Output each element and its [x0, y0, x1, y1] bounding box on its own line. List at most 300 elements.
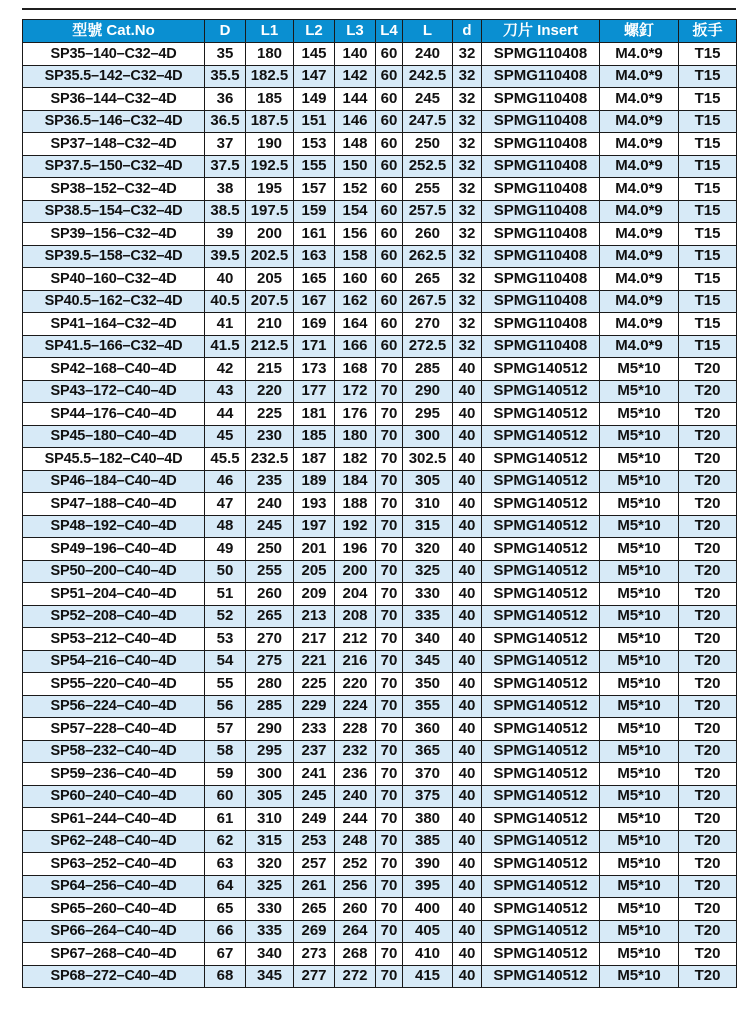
cell-insert: SPMG110408 [482, 201, 600, 224]
cell-l3: 148 [335, 133, 376, 156]
table-row [23, 966, 737, 989]
cell-small-d: 40 [453, 831, 482, 854]
col-header-insert: 刀片 Insert [482, 20, 600, 43]
cell-d: 62 [205, 831, 246, 854]
cell-screw: M5*10 [600, 876, 679, 899]
cell-l3: 244 [335, 808, 376, 831]
cell-small-d: 32 [453, 336, 482, 359]
cell-d: 35.5 [205, 66, 246, 89]
cell-screw: M5*10 [600, 403, 679, 426]
cell-wrench: T20 [679, 831, 737, 854]
cell-wrench: T15 [679, 223, 737, 246]
cell-small-d: 40 [453, 561, 482, 584]
cell-l2: 155 [294, 156, 335, 179]
cell-l2: 213 [294, 606, 335, 629]
table-row [23, 741, 737, 764]
cell-l2: 273 [294, 943, 335, 966]
cell-screw: M5*10 [600, 538, 679, 561]
cell-wrench: T20 [679, 673, 737, 696]
cell-d: 37 [205, 133, 246, 156]
cell-wrench: T15 [679, 268, 737, 291]
cell-l: 295 [403, 403, 453, 426]
table-row [23, 538, 737, 561]
cell-l4: 70 [376, 426, 403, 449]
cell-cat-no: SP38–152–C32–4D [23, 178, 205, 201]
cell-l2: 249 [294, 808, 335, 831]
cell-d: 40.5 [205, 291, 246, 314]
cell-l2: 167 [294, 291, 335, 314]
cell-l3: 228 [335, 718, 376, 741]
cell-l: 257.5 [403, 201, 453, 224]
cell-l3: 232 [335, 741, 376, 764]
cell-l: 320 [403, 538, 453, 561]
cell-l4: 60 [376, 88, 403, 111]
cell-l1: 185 [246, 88, 294, 111]
cell-l3: 182 [335, 448, 376, 471]
cell-l4: 70 [376, 651, 403, 674]
cell-l3: 156 [335, 223, 376, 246]
table-row [23, 156, 737, 179]
cell-l2: 269 [294, 921, 335, 944]
cell-cat-no: SP64–256–C40–4D [23, 876, 205, 899]
cell-l3: 236 [335, 763, 376, 786]
cell-l3: 184 [335, 471, 376, 494]
cell-l1: 225 [246, 403, 294, 426]
cell-l2: 151 [294, 111, 335, 134]
cell-insert: SPMG110408 [482, 43, 600, 66]
cell-insert: SPMG140512 [482, 516, 600, 539]
table-row [23, 718, 737, 741]
cell-l3: 158 [335, 246, 376, 269]
cell-wrench: T20 [679, 426, 737, 449]
cell-screw: M5*10 [600, 898, 679, 921]
cell-insert: SPMG110408 [482, 133, 600, 156]
cell-wrench: T15 [679, 201, 737, 224]
cell-wrench: T20 [679, 763, 737, 786]
cell-small-d: 32 [453, 223, 482, 246]
cell-insert: SPMG110408 [482, 246, 600, 269]
cell-l4: 70 [376, 583, 403, 606]
cell-l3: 166 [335, 336, 376, 359]
cell-cat-no: SP39–156–C32–4D [23, 223, 205, 246]
table-row [23, 516, 737, 539]
cell-l1: 202.5 [246, 246, 294, 269]
cell-cat-no: SP35.5–142–C32–4D [23, 66, 205, 89]
cell-l4: 60 [376, 291, 403, 314]
table-row [23, 358, 737, 381]
cell-d: 38.5 [205, 201, 246, 224]
cell-l3: 188 [335, 493, 376, 516]
table-row [23, 808, 737, 831]
cell-l3: 204 [335, 583, 376, 606]
table-row [23, 471, 737, 494]
cell-l: 350 [403, 673, 453, 696]
table-row [23, 246, 737, 269]
cell-l: 330 [403, 583, 453, 606]
cell-wrench: T20 [679, 403, 737, 426]
cell-l3: 180 [335, 426, 376, 449]
cell-l: 270 [403, 313, 453, 336]
cell-d: 44 [205, 403, 246, 426]
cell-screw: M4.0*9 [600, 291, 679, 314]
cell-screw: M4.0*9 [600, 268, 679, 291]
cell-l3: 162 [335, 291, 376, 314]
cell-insert: SPMG140512 [482, 673, 600, 696]
cell-l1: 232.5 [246, 448, 294, 471]
cell-d: 65 [205, 898, 246, 921]
table-row [23, 943, 737, 966]
cell-d: 54 [205, 651, 246, 674]
cell-l1: 320 [246, 853, 294, 876]
cell-cat-no: SP47–188–C40–4D [23, 493, 205, 516]
cell-insert: SPMG140512 [482, 921, 600, 944]
cell-l1: 187.5 [246, 111, 294, 134]
cell-l1: 330 [246, 898, 294, 921]
cell-l3: 176 [335, 403, 376, 426]
cell-l2: 221 [294, 651, 335, 674]
cell-l4: 70 [376, 403, 403, 426]
cell-insert: SPMG110408 [482, 156, 600, 179]
cell-d: 40 [205, 268, 246, 291]
cell-d: 58 [205, 741, 246, 764]
cell-small-d: 40 [453, 786, 482, 809]
cell-insert: SPMG110408 [482, 66, 600, 89]
table-row [23, 133, 737, 156]
cell-l2: 189 [294, 471, 335, 494]
cell-screw: M5*10 [600, 381, 679, 404]
cell-l1: 190 [246, 133, 294, 156]
cell-small-d: 32 [453, 111, 482, 134]
cell-l: 242.5 [403, 66, 453, 89]
cell-d: 39 [205, 223, 246, 246]
cell-l3: 150 [335, 156, 376, 179]
col-header-screw: 螺釘 [600, 20, 679, 43]
cell-screw: M5*10 [600, 358, 679, 381]
cell-l: 395 [403, 876, 453, 899]
cell-l4: 70 [376, 471, 403, 494]
table-row [23, 66, 737, 89]
cell-l3: 142 [335, 66, 376, 89]
cell-wrench: T15 [679, 178, 737, 201]
cell-l: 405 [403, 921, 453, 944]
cell-insert: SPMG110408 [482, 291, 600, 314]
cell-l4: 70 [376, 358, 403, 381]
cell-l4: 60 [376, 336, 403, 359]
cell-l1: 270 [246, 628, 294, 651]
cell-small-d: 40 [453, 808, 482, 831]
cell-screw: M5*10 [600, 943, 679, 966]
cell-l3: 224 [335, 696, 376, 719]
cell-l1: 200 [246, 223, 294, 246]
cell-l4: 60 [376, 111, 403, 134]
cell-cat-no: SP59–236–C40–4D [23, 763, 205, 786]
cell-small-d: 40 [453, 943, 482, 966]
cell-l3: 264 [335, 921, 376, 944]
cell-l4: 60 [376, 178, 403, 201]
col-header-small-d: d [453, 20, 482, 43]
cell-l4: 60 [376, 43, 403, 66]
cell-l4: 70 [376, 831, 403, 854]
cell-insert: SPMG140512 [482, 853, 600, 876]
cell-insert: SPMG140512 [482, 831, 600, 854]
cell-insert: SPMG140512 [482, 808, 600, 831]
cell-l: 252.5 [403, 156, 453, 179]
cell-cat-no: SP56–224–C40–4D [23, 696, 205, 719]
cell-d: 48 [205, 516, 246, 539]
cell-small-d: 40 [453, 696, 482, 719]
cell-insert: SPMG140512 [482, 628, 600, 651]
cell-cat-no: SP52–208–C40–4D [23, 606, 205, 629]
cell-small-d: 32 [453, 66, 482, 89]
cell-l4: 70 [376, 696, 403, 719]
cell-d: 64 [205, 876, 246, 899]
cell-d: 45 [205, 426, 246, 449]
cell-wrench: T15 [679, 336, 737, 359]
cell-l3: 164 [335, 313, 376, 336]
cell-l1: 210 [246, 313, 294, 336]
cell-l: 245 [403, 88, 453, 111]
cell-l: 385 [403, 831, 453, 854]
cell-small-d: 40 [453, 718, 482, 741]
cell-insert: SPMG140512 [482, 493, 600, 516]
cell-insert: SPMG110408 [482, 111, 600, 134]
cell-d: 51 [205, 583, 246, 606]
cell-l1: 275 [246, 651, 294, 674]
table-row [23, 313, 737, 336]
cell-l3: 172 [335, 381, 376, 404]
table-row [23, 336, 737, 359]
cell-wrench: T15 [679, 246, 737, 269]
cell-l3: 208 [335, 606, 376, 629]
cell-small-d: 32 [453, 201, 482, 224]
cell-insert: SPMG140512 [482, 403, 600, 426]
col-header-l4: L4 [376, 20, 403, 43]
cell-l3: 152 [335, 178, 376, 201]
cell-l: 265 [403, 268, 453, 291]
cell-cat-no: SP46–184–C40–4D [23, 471, 205, 494]
cell-small-d: 32 [453, 291, 482, 314]
cell-cat-no: SP41–164–C32–4D [23, 313, 205, 336]
cell-wrench: T20 [679, 786, 737, 809]
cell-l1: 265 [246, 606, 294, 629]
cell-insert: SPMG140512 [482, 448, 600, 471]
cell-cat-no: SP61–244–C40–4D [23, 808, 205, 831]
cell-cat-no: SP45–180–C40–4D [23, 426, 205, 449]
cell-screw: M5*10 [600, 426, 679, 449]
cell-wrench: T20 [679, 651, 737, 674]
cell-l: 380 [403, 808, 453, 831]
cell-screw: M4.0*9 [600, 336, 679, 359]
cell-wrench: T20 [679, 628, 737, 651]
table-row [23, 403, 737, 426]
cell-insert: SPMG140512 [482, 786, 600, 809]
cell-cat-no: SP36–144–C32–4D [23, 88, 205, 111]
cell-insert: SPMG110408 [482, 223, 600, 246]
cell-l3: 146 [335, 111, 376, 134]
cell-l: 272.5 [403, 336, 453, 359]
cell-screw: M5*10 [600, 471, 679, 494]
cell-l1: 260 [246, 583, 294, 606]
cell-screw: M5*10 [600, 921, 679, 944]
cell-small-d: 40 [453, 493, 482, 516]
cell-cat-no: SP36.5–146–C32–4D [23, 111, 205, 134]
cell-screw: M4.0*9 [600, 201, 679, 224]
cell-small-d: 40 [453, 741, 482, 764]
cell-l1: 180 [246, 43, 294, 66]
cell-l: 370 [403, 763, 453, 786]
cell-wrench: T20 [679, 606, 737, 629]
cell-d: 55 [205, 673, 246, 696]
col-header-cat-no: 型號 Cat.No [23, 20, 205, 43]
cell-l1: 285 [246, 696, 294, 719]
cell-l4: 70 [376, 876, 403, 899]
cell-l4: 70 [376, 921, 403, 944]
cell-l: 365 [403, 741, 453, 764]
cell-d: 45.5 [205, 448, 246, 471]
cell-l3: 196 [335, 538, 376, 561]
top-rule [22, 8, 736, 10]
cell-cat-no: SP44–176–C40–4D [23, 403, 205, 426]
table-row [23, 853, 737, 876]
cell-small-d: 40 [453, 403, 482, 426]
table-row [23, 88, 737, 111]
cell-l2: 159 [294, 201, 335, 224]
cell-small-d: 32 [453, 88, 482, 111]
cell-l2: 265 [294, 898, 335, 921]
cell-l: 290 [403, 381, 453, 404]
cell-d: 68 [205, 966, 246, 989]
cell-l1: 212.5 [246, 336, 294, 359]
cell-cat-no: SP67–268–C40–4D [23, 943, 205, 966]
cell-small-d: 40 [453, 606, 482, 629]
cell-screw: M4.0*9 [600, 133, 679, 156]
cell-cat-no: SP65–260–C40–4D [23, 898, 205, 921]
cell-screw: M5*10 [600, 448, 679, 471]
cell-l2: 201 [294, 538, 335, 561]
cell-l: 355 [403, 696, 453, 719]
cell-d: 66 [205, 921, 246, 944]
cell-d: 35 [205, 43, 246, 66]
cell-screw: M5*10 [600, 718, 679, 741]
cell-wrench: T15 [679, 313, 737, 336]
cell-cat-no: SP42–168–C40–4D [23, 358, 205, 381]
cell-l: 335 [403, 606, 453, 629]
col-header-d: D [205, 20, 246, 43]
table-row [23, 651, 737, 674]
cell-l1: 235 [246, 471, 294, 494]
cell-d: 53 [205, 628, 246, 651]
cell-small-d: 40 [453, 448, 482, 471]
cell-l2: 257 [294, 853, 335, 876]
cell-small-d: 32 [453, 246, 482, 269]
cell-l4: 60 [376, 133, 403, 156]
cell-screw: M4.0*9 [600, 156, 679, 179]
table-row [23, 201, 737, 224]
cell-small-d: 32 [453, 133, 482, 156]
cell-l2: 157 [294, 178, 335, 201]
cell-l1: 207.5 [246, 291, 294, 314]
cell-l4: 60 [376, 313, 403, 336]
cell-wrench: T15 [679, 133, 737, 156]
cell-cat-no: SP55–220–C40–4D [23, 673, 205, 696]
cell-small-d: 32 [453, 43, 482, 66]
cell-l1: 305 [246, 786, 294, 809]
cell-cat-no: SP39.5–158–C32–4D [23, 246, 205, 269]
cell-wrench: T15 [679, 43, 737, 66]
cell-l3: 140 [335, 43, 376, 66]
cell-small-d: 40 [453, 853, 482, 876]
cell-screw: M4.0*9 [600, 313, 679, 336]
cell-l2: 163 [294, 246, 335, 269]
cell-l2: 217 [294, 628, 335, 651]
cell-d: 42 [205, 358, 246, 381]
cell-l4: 70 [376, 673, 403, 696]
cell-cat-no: SP60–240–C40–4D [23, 786, 205, 809]
cell-cat-no: SP53–212–C40–4D [23, 628, 205, 651]
cell-screw: M5*10 [600, 741, 679, 764]
cell-screw: M5*10 [600, 493, 679, 516]
cell-small-d: 40 [453, 538, 482, 561]
cell-l2: 149 [294, 88, 335, 111]
cell-small-d: 40 [453, 358, 482, 381]
cell-small-d: 40 [453, 426, 482, 449]
cell-screw: M5*10 [600, 606, 679, 629]
cell-l1: 195 [246, 178, 294, 201]
cell-l1: 245 [246, 516, 294, 539]
cell-wrench: T20 [679, 808, 737, 831]
cell-cat-no: SP50–200–C40–4D [23, 561, 205, 584]
cell-l2: 209 [294, 583, 335, 606]
cell-small-d: 40 [453, 583, 482, 606]
table-row [23, 921, 737, 944]
table-row [23, 426, 737, 449]
cell-cat-no: SP40.5–162–C32–4D [23, 291, 205, 314]
cell-cat-no: SP48–192–C40–4D [23, 516, 205, 539]
cell-d: 41 [205, 313, 246, 336]
table-row [23, 831, 737, 854]
cell-wrench: T20 [679, 561, 737, 584]
table-row [23, 763, 737, 786]
cell-wrench: T15 [679, 66, 737, 89]
cell-d: 41.5 [205, 336, 246, 359]
cell-wrench: T20 [679, 493, 737, 516]
cell-small-d: 40 [453, 898, 482, 921]
cell-insert: SPMG140512 [482, 651, 600, 674]
cell-l3: 220 [335, 673, 376, 696]
cell-insert: SPMG140512 [482, 583, 600, 606]
table-row [23, 268, 737, 291]
cell-cat-no: SP37.5–150–C32–4D [23, 156, 205, 179]
cell-wrench: T20 [679, 448, 737, 471]
cell-l2: 241 [294, 763, 335, 786]
cell-l1: 345 [246, 966, 294, 989]
cell-cat-no: SP43–172–C40–4D [23, 381, 205, 404]
cell-l2: 153 [294, 133, 335, 156]
cell-screw: M5*10 [600, 561, 679, 584]
table-row [23, 43, 737, 66]
table-row [23, 673, 737, 696]
cell-d: 59 [205, 763, 246, 786]
cell-insert: SPMG110408 [482, 313, 600, 336]
cell-wrench: T15 [679, 88, 737, 111]
cell-small-d: 40 [453, 763, 482, 786]
cell-wrench: T20 [679, 943, 737, 966]
cell-l4: 70 [376, 538, 403, 561]
cell-l4: 70 [376, 448, 403, 471]
cell-insert: SPMG140512 [482, 966, 600, 989]
cell-cat-no: SP66–264–C40–4D [23, 921, 205, 944]
cell-l: 325 [403, 561, 453, 584]
